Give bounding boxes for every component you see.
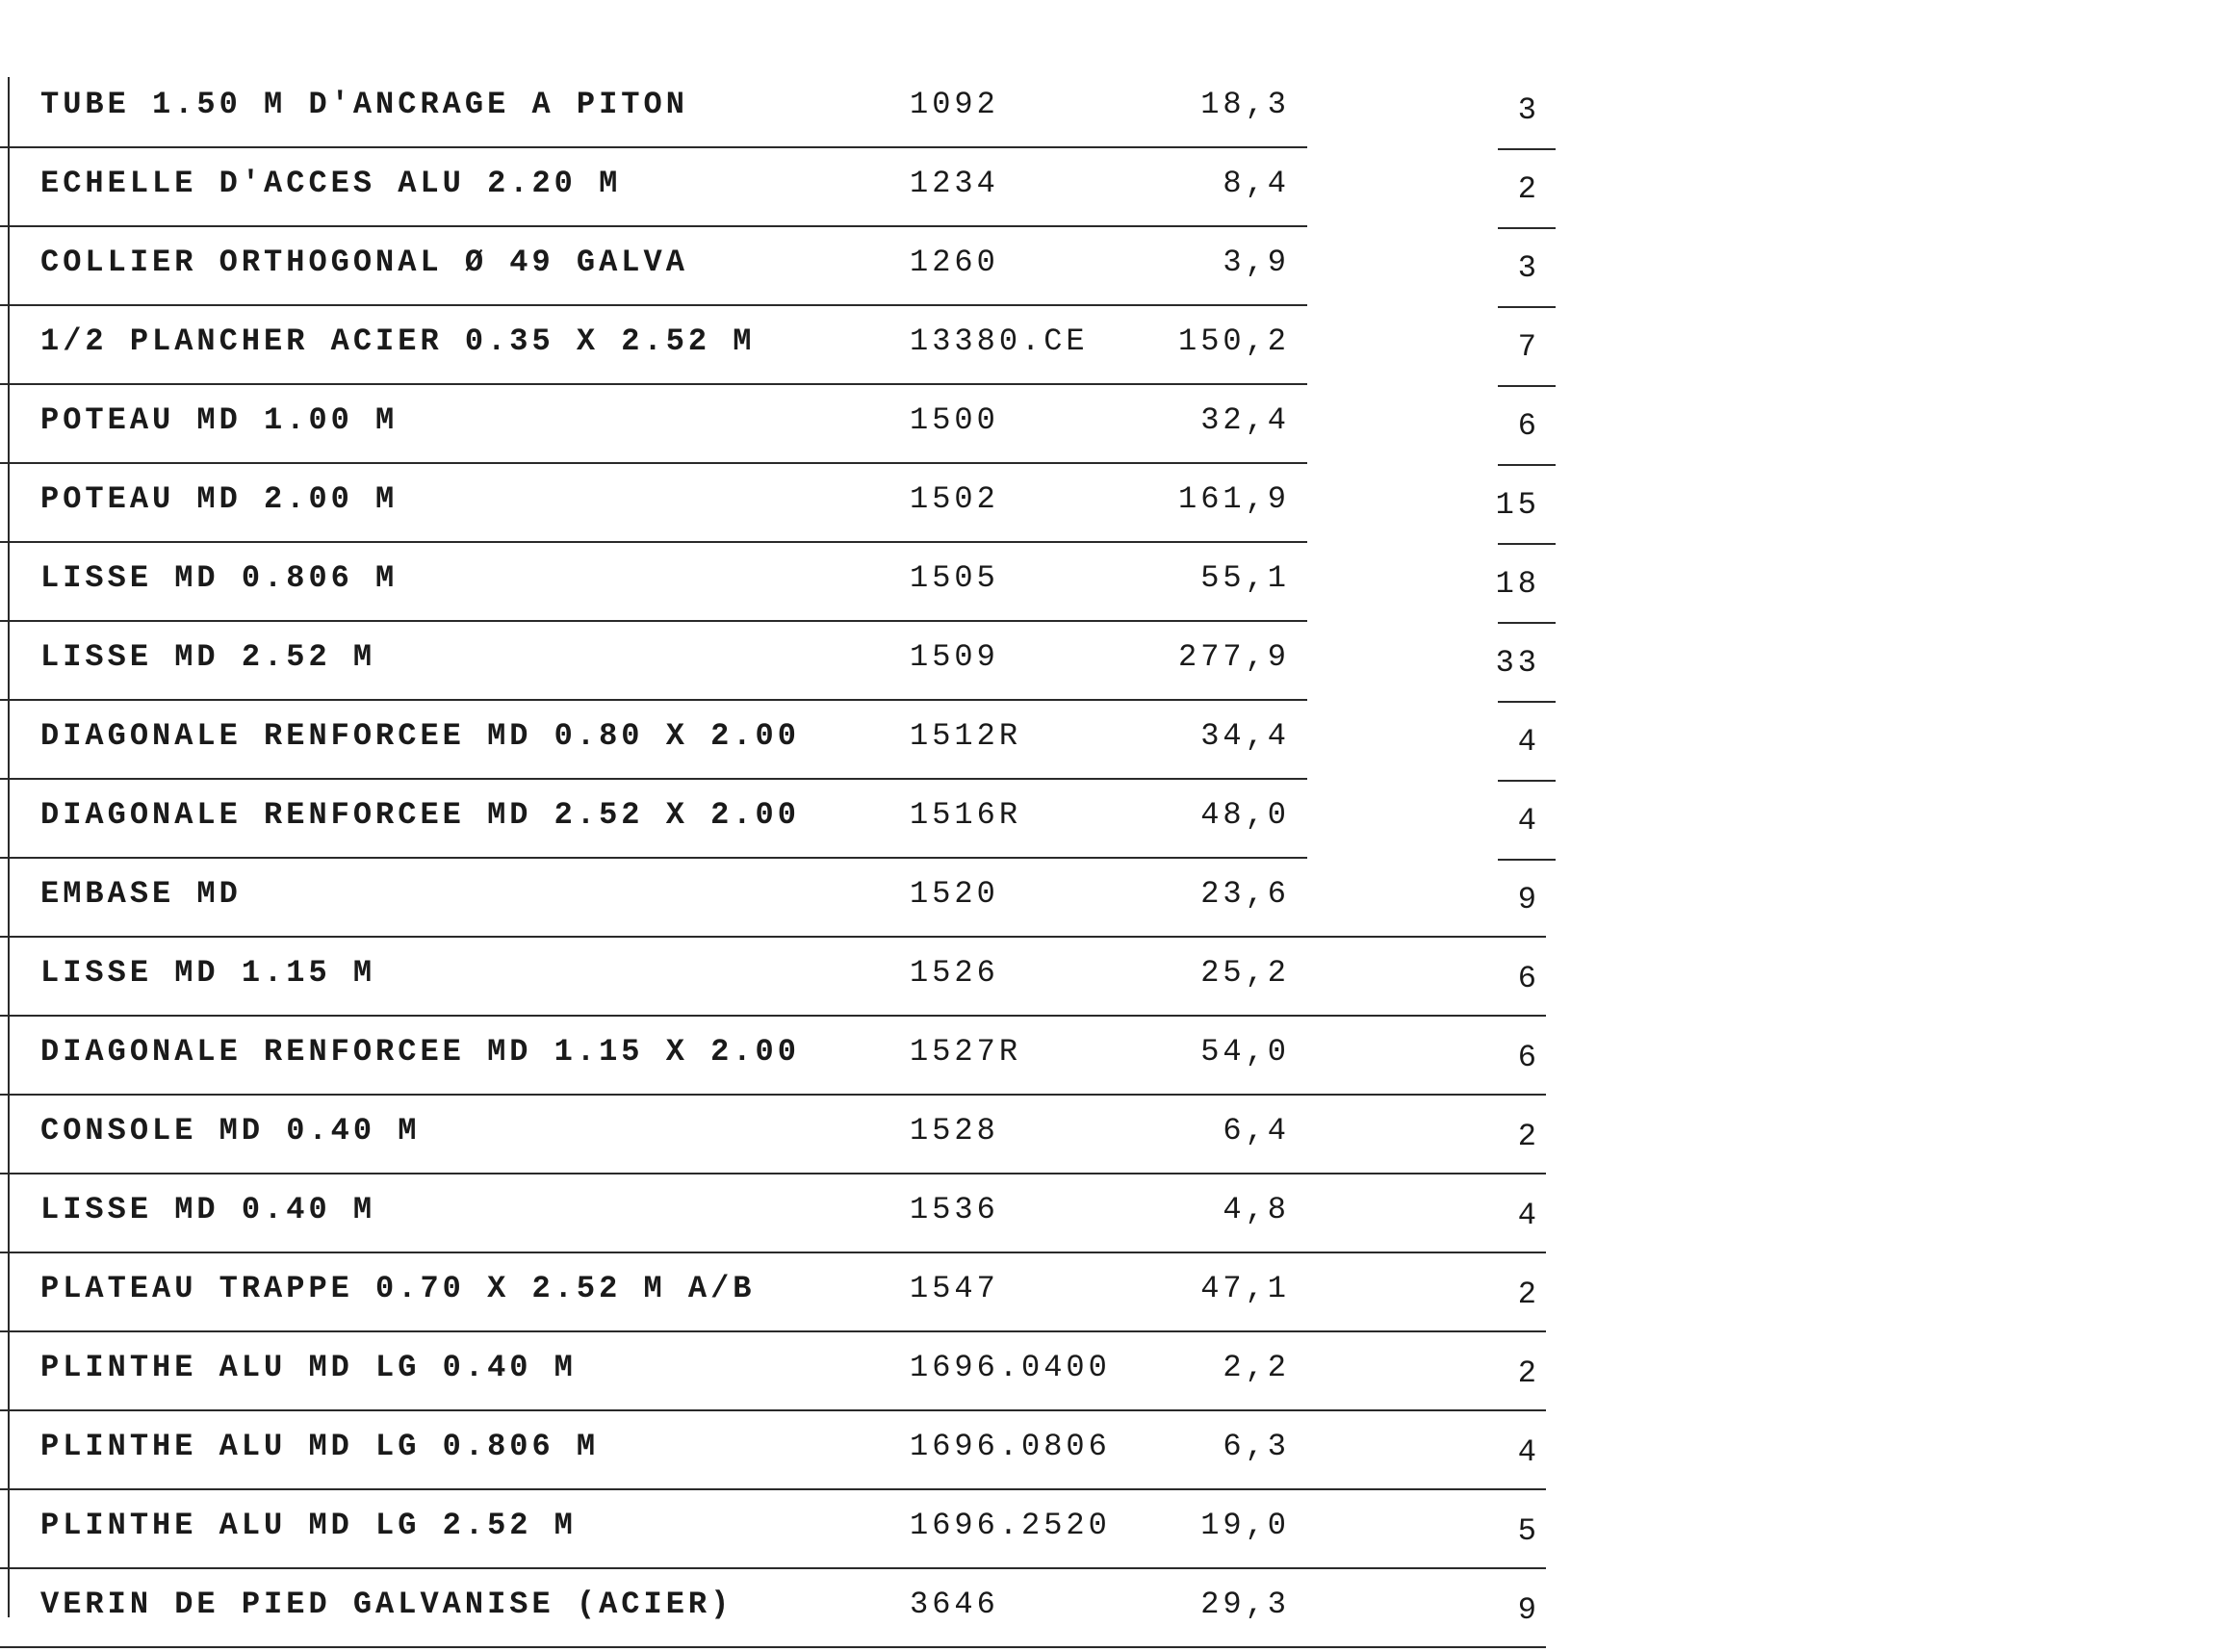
- item-quantity: 4: [1517, 724, 1540, 760]
- item-quantity: 15: [1495, 487, 1540, 523]
- item-weight: 150,2: [1177, 323, 1290, 359]
- item-description: PLINTHE ALU MD LG 0.40 M: [40, 1350, 577, 1385]
- item-weight: 277,9: [1177, 639, 1290, 675]
- table-row: [0, 859, 1559, 938]
- table-row: [0, 148, 1559, 227]
- table-row: [0, 1017, 1559, 1096]
- table-row: [0, 622, 1559, 701]
- item-description: PLINTHE ALU MD LG 2.52 M: [40, 1508, 577, 1543]
- item-quantity: 6: [1517, 961, 1540, 996]
- item-description: DIAGONALE RENFORCEE MD 1.15 X 2.00: [40, 1034, 800, 1070]
- table-row: [0, 385, 1559, 464]
- table-row: [0, 938, 1559, 1017]
- item-weight: 3,9: [1223, 245, 1290, 280]
- table-row: [0, 1411, 1559, 1490]
- item-reference: 1260: [910, 245, 999, 280]
- item-description: LISSE MD 0.806 M: [40, 560, 399, 596]
- item-weight: 6,4: [1223, 1113, 1290, 1149]
- item-weight: 19,0: [1200, 1508, 1290, 1543]
- item-reference: 1509: [910, 639, 999, 675]
- item-weight: 34,4: [1200, 718, 1290, 754]
- item-quantity: 6: [1517, 408, 1540, 444]
- item-weight: 54,0: [1200, 1034, 1290, 1070]
- item-reference: 1092: [910, 87, 999, 122]
- item-description: LISSE MD 0.40 M: [40, 1192, 376, 1227]
- item-quantity: 2: [1517, 1119, 1540, 1154]
- item-reference: 1512R: [910, 718, 1022, 754]
- item-quantity: 18: [1495, 566, 1540, 602]
- item-reference: 13380.CE: [910, 323, 1089, 359]
- item-description: 1/2 PLANCHER ACIER 0.35 X 2.52 M: [40, 323, 756, 359]
- table-row: [0, 306, 1559, 385]
- item-weight: 25,2: [1200, 955, 1290, 991]
- item-weight: 29,3: [1200, 1587, 1290, 1622]
- table-row: [0, 543, 1559, 622]
- item-description: LISSE MD 2.52 M: [40, 639, 376, 675]
- table-row: [0, 69, 1559, 148]
- item-description: PLINTHE ALU MD LG 0.806 M: [40, 1429, 600, 1464]
- item-description: ECHELLE D'ACCES ALU 2.20 M: [40, 166, 622, 201]
- item-reference: 1520: [910, 876, 999, 912]
- table-row: [0, 1096, 1559, 1174]
- item-weight: 161,9: [1177, 481, 1290, 517]
- item-quantity: 3: [1517, 250, 1540, 286]
- item-weight: 18,3: [1200, 87, 1290, 122]
- item-weight: 23,6: [1200, 876, 1290, 912]
- item-reference: 1527R: [910, 1034, 1022, 1070]
- table-row: [0, 701, 1559, 780]
- item-description: CONSOLE MD 0.40 M: [40, 1113, 421, 1149]
- table-row: [0, 1490, 1559, 1569]
- item-weight: 2,2: [1223, 1350, 1290, 1385]
- item-reference: 1696.0400: [910, 1350, 1111, 1385]
- item-quantity: 4: [1517, 1198, 1540, 1233]
- item-reference: 1526: [910, 955, 999, 991]
- item-quantity: 5: [1517, 1513, 1540, 1549]
- item-reference: 1696.0806: [910, 1429, 1111, 1464]
- item-quantity: 4: [1517, 1434, 1540, 1470]
- item-reference: 1536: [910, 1192, 999, 1227]
- item-quantity: 9: [1517, 882, 1540, 917]
- item-reference: 1516R: [910, 797, 1022, 833]
- table-row: [0, 1253, 1559, 1332]
- item-description: POTEAU MD 1.00 M: [40, 402, 399, 438]
- row-divider: [0, 1646, 1546, 1648]
- item-quantity: 4: [1517, 803, 1540, 839]
- item-weight: 32,4: [1200, 402, 1290, 438]
- item-description: LISSE MD 1.15 M: [40, 955, 376, 991]
- item-weight: 8,4: [1223, 166, 1290, 201]
- item-reference: 1528: [910, 1113, 999, 1149]
- item-quantity: 6: [1517, 1040, 1540, 1075]
- item-reference: 3646: [910, 1587, 999, 1622]
- item-reference: 1505: [910, 560, 999, 596]
- table-row: [0, 227, 1559, 306]
- item-weight: 4,8: [1223, 1192, 1290, 1227]
- item-reference: 1547: [910, 1271, 999, 1306]
- table-row: [0, 780, 1559, 859]
- item-reference: 1696.2520: [910, 1508, 1111, 1543]
- item-reference: 1502: [910, 481, 999, 517]
- item-weight: 48,0: [1200, 797, 1290, 833]
- table-row: [0, 464, 1559, 543]
- item-description: POTEAU MD 2.00 M: [40, 481, 399, 517]
- item-quantity: 3: [1517, 92, 1540, 128]
- item-description: TUBE 1.50 M D'ANCRAGE A PITON: [40, 87, 688, 122]
- item-quantity: 33: [1495, 645, 1540, 681]
- item-description: PLATEAU TRAPPE 0.70 X 2.52 M A/B: [40, 1271, 756, 1306]
- item-quantity: 2: [1517, 171, 1540, 207]
- item-description: DIAGONALE RENFORCEE MD 0.80 X 2.00: [40, 718, 800, 754]
- item-description: EMBASE MD: [40, 876, 242, 912]
- item-quantity: 2: [1517, 1277, 1540, 1312]
- item-weight: 47,1: [1200, 1271, 1290, 1306]
- item-quantity: 7: [1517, 329, 1540, 365]
- table-row: [0, 1332, 1559, 1411]
- item-weight: 55,1: [1200, 560, 1290, 596]
- item-description: VERIN DE PIED GALVANISE (ACIER): [40, 1587, 734, 1622]
- item-description: DIAGONALE RENFORCEE MD 2.52 X 2.00: [40, 797, 800, 833]
- item-quantity: 2: [1517, 1355, 1540, 1391]
- item-reference: 1500: [910, 402, 999, 438]
- item-reference: 1234: [910, 166, 999, 201]
- table-row: [0, 1174, 1559, 1253]
- item-quantity: 9: [1517, 1592, 1540, 1628]
- item-weight: 6,3: [1223, 1429, 1290, 1464]
- table-row: [0, 1569, 1559, 1648]
- item-description: COLLIER ORTHOGONAL Ø 49 GALVA: [40, 245, 688, 280]
